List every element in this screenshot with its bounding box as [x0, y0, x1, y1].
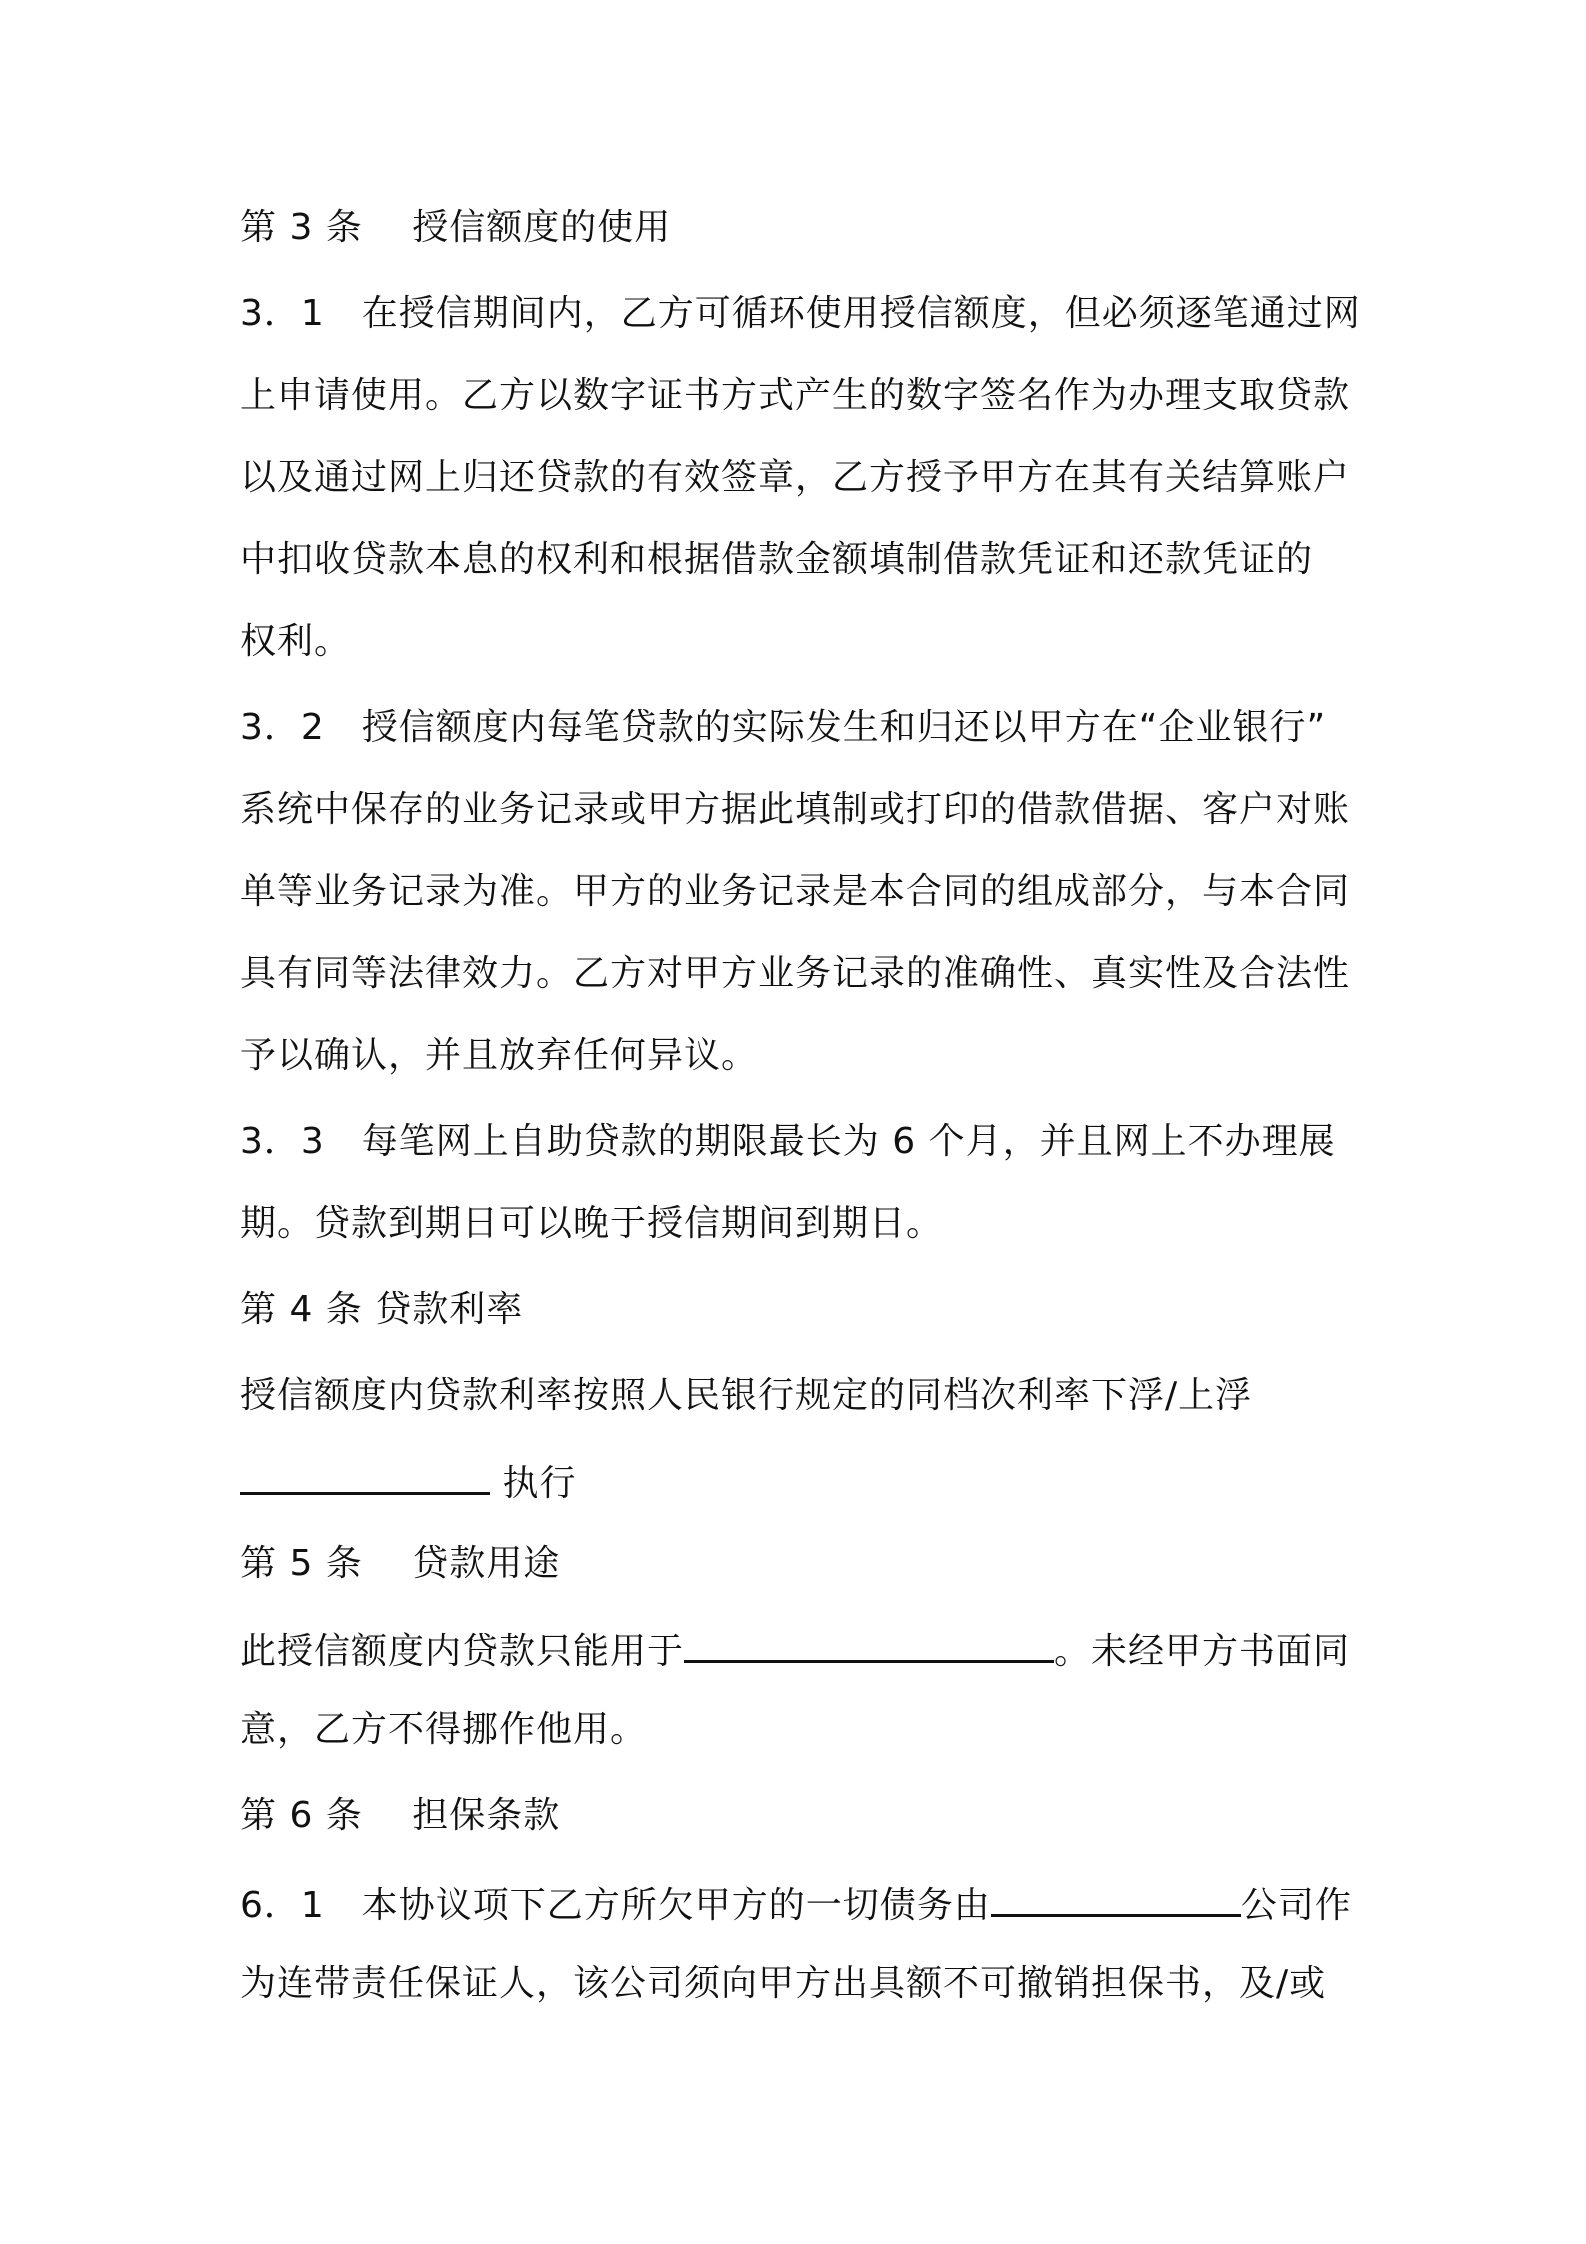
rate-blank-field[interactable]: [240, 1454, 490, 1495]
article-4-line-2: [240, 1454, 1360, 1506]
clause-3-1-line-2: 上申请使用。乙方以数字证书方式产生的数字签名作为办理支取贷款: [240, 375, 1351, 416]
clause-3-1-line-5: 权利。: [240, 621, 352, 662]
clause-3-3-line-1: 3．3 每笔网上自助贷款的期限最长为 6 个月，并且网上不办理展: [240, 1121, 1336, 1162]
clause-3-2-line-5: 予以确认，并且放弃任何异议。: [240, 1035, 759, 1076]
clause-3-1-line-4: 中扣收贷款本息的权利和根据借款金额填制借款凭证和还款凭证的: [240, 539, 1314, 580]
clause-3-3-line-2: 期。贷款到期日可以晚于授信期间到期日。: [240, 1203, 944, 1244]
guarantor-blank-field[interactable]: [991, 1876, 1241, 1917]
article-4-line-1: 授信额度内贷款利率按照人民银行规定的同档次利率下浮/上浮: [240, 1375, 1253, 1416]
guarantee-prefix: 6．1 本协议项下乙方所欠甲方的一切债务由: [240, 1885, 991, 1926]
clause-3-1-line-1: 3．1 在授信期间内，乙方可循环使用授信额度，但必须逐笔通过网: [240, 293, 1361, 334]
usage-prefix: 此授信额度内贷款只能用于: [240, 1631, 685, 1672]
execute-text: 执行: [490, 1463, 577, 1504]
clause-3-2-line-1: 3．2 授信额度内每笔贷款的实际发生和归还以甲方在“企业银行”: [240, 707, 1327, 748]
article-5-line-1: [240, 1622, 1360, 1674]
article-4-title: 第 4 条 贷款利率: [240, 1289, 524, 1330]
clause-3-1-line-3: 以及通过网上归还贷款的有效签章，乙方授予甲方在其有关结算账户: [240, 457, 1351, 498]
clause-6-1-line-1: [240, 1876, 1360, 1928]
article-3-title: 第 3 条 授信额度的使用: [240, 207, 672, 248]
clause-3-2-line-2: 系统中保存的业务记录或甲方据此填制或打印的借款借据、客户对账: [240, 789, 1351, 830]
clause-3-2-line-4: 具有同等法律效力。乙方对甲方业务记录的准确性、真实性及合法性: [240, 953, 1351, 994]
clause-6-1-line-2: 为连带责任保证人，该公司须向甲方出具额不可撤销担保书，及/或: [240, 1963, 1327, 2004]
article-6-title: 第 6 条 担保条款: [240, 1795, 561, 1836]
guarantee-suffix: 公司作: [1240, 1885, 1352, 1926]
article-5-line-2: 意，乙方不得挪作他用。: [240, 1709, 648, 1750]
usage-suffix: 。未经甲方书面同: [1054, 1631, 1351, 1672]
usage-blank-field[interactable]: [684, 1622, 1054, 1663]
article-5-title: 第 5 条 贷款用途: [240, 1543, 561, 1584]
clause-3-2-line-3: 单等业务记录为准。甲方的业务记录是本合同的组成部分，与本合同: [240, 871, 1351, 912]
